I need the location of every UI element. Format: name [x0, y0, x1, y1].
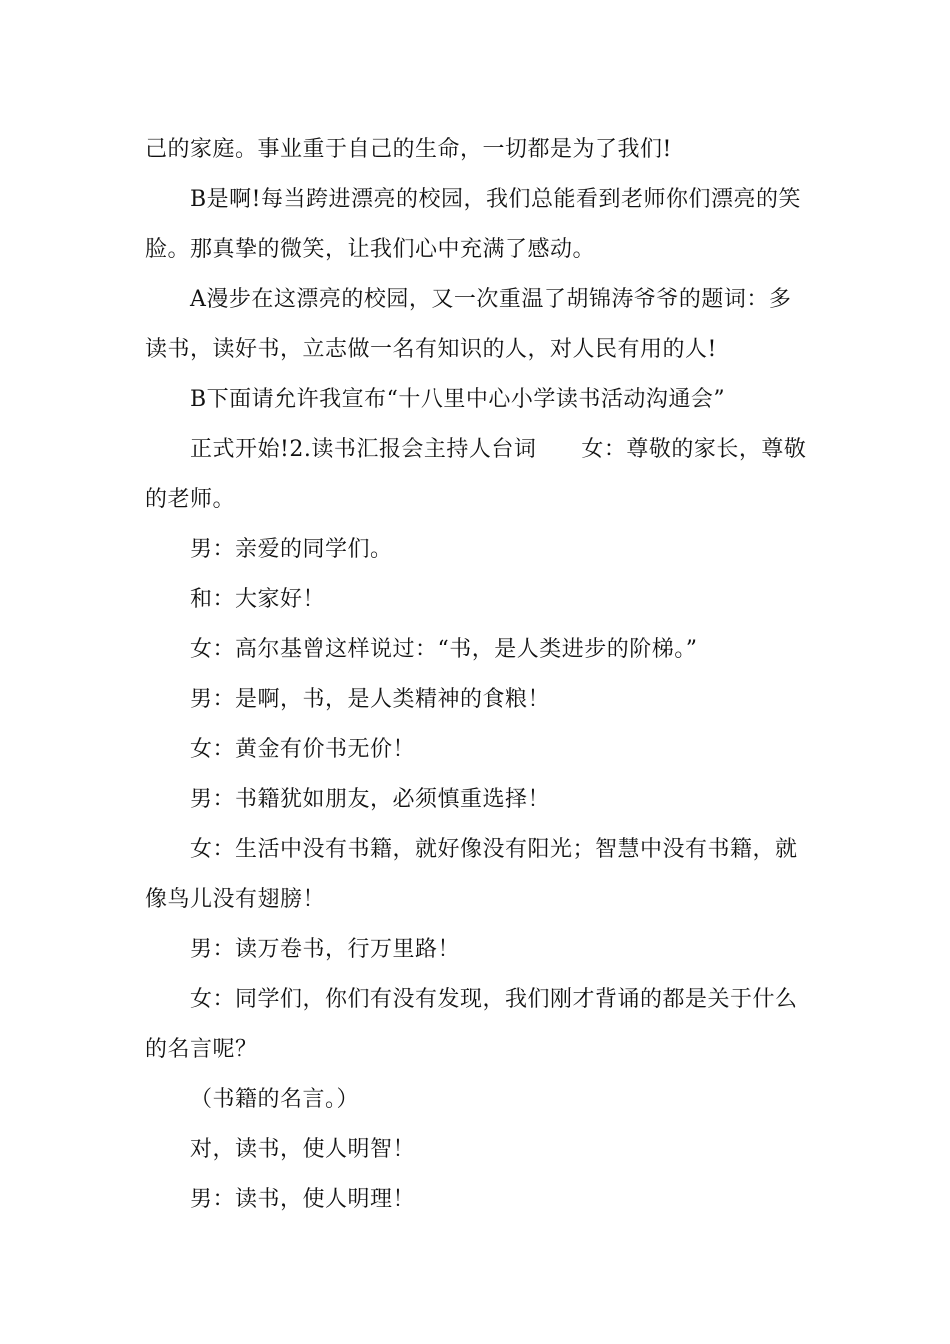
- paragraph-line: 女：黄金有价书无价！: [190, 737, 416, 762]
- paragraph-line: B是啊!每当跨进漂亮的校园，我们总能看到老师你们漂亮的笑: [190, 187, 802, 212]
- paragraph-line: 和：大家好！: [190, 587, 326, 612]
- paragraph-line: 对，读书，使人明智！: [190, 1137, 416, 1162]
- paragraph-line: 的名言呢？: [145, 1037, 258, 1062]
- paragraph-line: 男：是啊，书，是人类精神的食粮！: [190, 687, 551, 712]
- paragraph-line: 的老师。: [145, 487, 236, 512]
- paragraph-line: 男：读书，使人明理！: [190, 1187, 416, 1212]
- paragraph-line: 男：书籍犹如朋友，必须慎重选择！: [190, 787, 551, 812]
- paragraph-line: 男：读万卷书，行万里路！: [190, 937, 461, 962]
- paragraph-line: B下面请允许我宣布“十八里中心小学读书活动沟通会”: [190, 387, 726, 412]
- paragraph-line: 读书，读好书，立志做一名有知识的人，对人民有用的人!: [145, 337, 717, 362]
- paragraph-line: 脸。那真挚的微笑，让我们心中充满了感动。: [145, 237, 596, 262]
- paragraph-line: 女：同学们，你们有没有发现，我们刚才背诵的都是关于什么: [190, 987, 798, 1012]
- paragraph-line: 像鸟儿没有翅膀！: [145, 887, 326, 912]
- paragraph-line: 男：亲爱的同学们。: [190, 537, 393, 562]
- paragraph-line: A漫步在这漂亮的校园，又一次重温了胡锦涛爷爷的题词：多: [190, 287, 792, 312]
- paragraph-line: （书籍的名言。）: [190, 1087, 360, 1112]
- paragraph-line: 女：高尔基曾这样说过：“书，是人类进步的阶梯。”: [190, 637, 698, 662]
- paragraph-line: 女：生活中没有书籍，就好像没有阳光；智慧中没有书籍，就: [190, 837, 798, 862]
- paragraph-line: 己的家庭。事业重于自己的生命，一切都是为了我们!: [145, 137, 672, 162]
- paragraph-line: 正式开始!2.读书汇报会主持人台词 女：尊敬的家长，尊敬: [190, 437, 807, 462]
